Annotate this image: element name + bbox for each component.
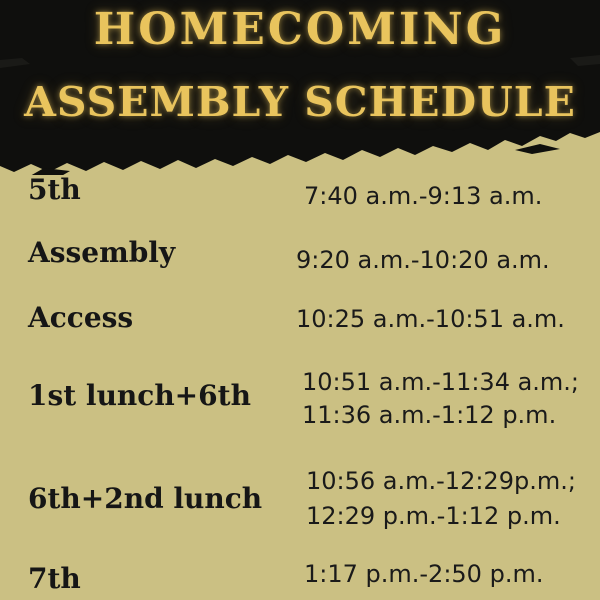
period-label: Access [28, 301, 134, 334]
period-time: 9:20 a.m.-10:20 a.m. [296, 246, 550, 274]
period-time-second: 11:36 a.m.-1:12 p.m. [302, 401, 557, 429]
period-label: 1st lunch+6th [28, 379, 251, 412]
period-time: 1:17 p.m.-2:50 p.m. [304, 560, 544, 588]
period-label: 7th [28, 562, 81, 595]
period-label: Assembly [28, 236, 176, 269]
period-time: 10:25 a.m.-10:51 a.m. [296, 305, 565, 333]
period-time-second: 12:29 p.m.-1:12 p.m. [306, 502, 561, 530]
period-time: 10:51 a.m.-11:34 a.m.; [302, 368, 580, 396]
period-time: 7:40 a.m.-9:13 a.m. [304, 182, 543, 210]
period-label: 6th+2nd lunch [28, 482, 263, 515]
period-time: 10:56 a.m.-12:29p.m.; [306, 467, 576, 495]
period-label: 5th [28, 173, 81, 206]
title-assembly-schedule: ASSEMBLY SCHEDULE [24, 78, 576, 126]
title-homecoming: HOMECOMING [93, 4, 507, 55]
